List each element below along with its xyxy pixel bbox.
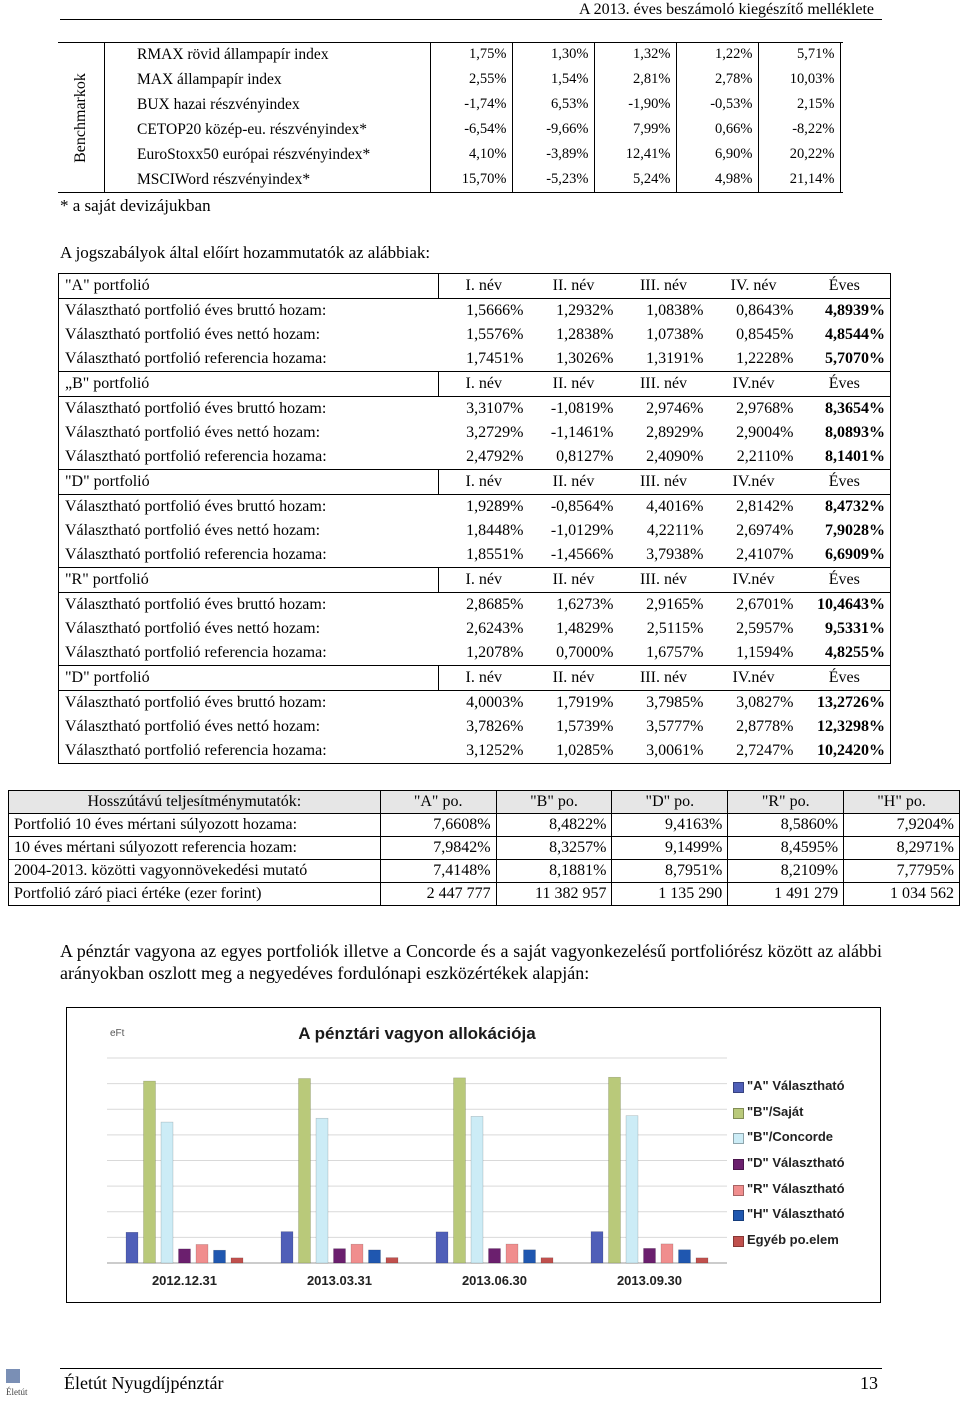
benchmark-value: -9,66% — [512, 117, 594, 142]
benchmark-value: -8,22% — [758, 117, 840, 142]
benchmark-value: 7,99% — [594, 117, 676, 142]
quarter-return-value: 2,6243% — [466, 619, 524, 637]
longterm-value: 1 491 279 — [728, 883, 844, 906]
annual-return-value: 6,6909% — [825, 546, 885, 563]
quarter-return-value: 2,9746% — [646, 399, 704, 417]
portfolio-row-label: Választható portfolió éves nettó hozam: — [65, 325, 321, 343]
quarter-return-value: 1,5666% — [466, 301, 524, 319]
quarter-return-value: 2,4090% — [646, 448, 704, 465]
longterm-value: 7,7795% — [844, 860, 960, 883]
benchmark-row — [104, 142, 840, 167]
quarter-return-value: -1,4566% — [550, 546, 614, 563]
benchmark-value: 0,66% — [676, 117, 758, 142]
x-tick-label: 2012.12.31 — [151, 1273, 218, 1288]
legend-item — [733, 1155, 883, 1181]
benchmark-value: 1,32% — [594, 42, 676, 67]
allocation-chart — [66, 1007, 881, 1303]
portfolio-row-label: Választható portfolió éves bruttó hozam: — [65, 693, 327, 711]
portfolio-header-row — [59, 372, 891, 397]
portfolio-row-label: Választható portfolió éves bruttó hozam: — [65, 595, 327, 613]
benchmark-value: 15,70% — [430, 167, 512, 192]
benchmark-value: 2,78% — [676, 67, 758, 92]
longterm-row-label: Portfolió 10 éves mértani súlyozott hozama: — [9, 814, 381, 837]
bar — [696, 1258, 708, 1263]
page-number: 13 — [860, 1373, 878, 1393]
quarter-return-value: 1,2228% — [736, 350, 794, 367]
longterm-column-header: "H" po. — [844, 791, 960, 814]
portfolio-row-label: Választható portfolió éves nettó hozam: — [65, 717, 321, 735]
longterm-value: 8,2109% — [728, 860, 844, 883]
bar — [524, 1250, 536, 1263]
portfolio-column-header: III. név — [619, 568, 709, 593]
portfolio-column-header: I. név — [439, 470, 529, 495]
portfolio-data-row — [59, 739, 891, 764]
portfolio-name: "A" portfolió — [59, 274, 439, 299]
quarter-return-value: 2,9004% — [736, 423, 794, 441]
portfolio-column-header: II. név — [529, 274, 619, 299]
portfolio-column-header: IV.név — [709, 666, 799, 691]
benchmark-value: 4,98% — [676, 167, 758, 192]
quarter-return-value: 1,5576% — [466, 325, 524, 343]
benchmark-value: 6,90% — [676, 142, 758, 167]
portfolio-data-row — [59, 298, 891, 323]
bar — [591, 1232, 603, 1263]
portfolio-row-label: Választható portfolió referencia hozama: — [65, 546, 327, 563]
bar — [196, 1244, 208, 1263]
longterm-value: 8,2971% — [844, 837, 960, 860]
legend-label: Egyéb po.elem — [747, 1232, 839, 1248]
portfolio-name: "D" portfolió — [59, 666, 439, 691]
benchmark-value: -5,23% — [512, 167, 594, 192]
portfolio-column-header: II. név — [529, 568, 619, 593]
bar — [351, 1244, 363, 1263]
benchmark-name: EuroStoxx50 európai részvényindex* — [137, 145, 371, 163]
legend-swatch — [733, 1082, 744, 1093]
legend-swatch — [733, 1185, 744, 1196]
benchmark-label-text: Benchmarkok — [72, 72, 89, 163]
longterm-row-label: 2004-2013. közötti vagyonnövekedési mutató — [9, 860, 381, 883]
longterm-value: 8,1881% — [496, 860, 612, 883]
bar — [316, 1118, 328, 1263]
quarter-return-value: 1,8551% — [466, 546, 524, 563]
longterm-value: 7,4148% — [380, 860, 496, 883]
benchmark-row — [104, 42, 840, 67]
quarter-return-value: 2,6701% — [736, 595, 794, 613]
x-tick-label: 2013.03.31 — [306, 1273, 373, 1288]
quarter-return-value: 0,7000% — [556, 644, 614, 661]
portfolio-data-row — [59, 494, 891, 519]
portfolio-column-header: IV.név — [709, 372, 799, 397]
benchmark-value: -0,53% — [676, 92, 758, 117]
quarter-return-value: 2,7247% — [736, 742, 794, 759]
portfolio-column-header: II. név — [529, 372, 619, 397]
portfolio-name: "D" portfolió — [59, 470, 439, 495]
annual-return-value: 8,3654% — [825, 399, 885, 417]
portfolio-column-header: III. név — [619, 274, 709, 299]
portfolio-row-label: Választható portfolió éves bruttó hozam: — [65, 497, 327, 515]
portfolio-data-row — [59, 445, 891, 470]
quarter-return-value: 1,7451% — [466, 350, 524, 367]
bar — [644, 1248, 656, 1263]
longterm-row — [9, 860, 960, 883]
portfolio-column-header: Éves — [799, 372, 891, 397]
legend-item — [733, 1181, 883, 1207]
quarter-return-value: 0,8545% — [736, 325, 794, 343]
bar — [334, 1249, 346, 1263]
quarter-return-value: 2,4107% — [736, 546, 794, 563]
annual-return-value: 7,9028% — [825, 521, 885, 539]
legend-swatch — [733, 1236, 744, 1247]
portfolio-data-row — [59, 592, 891, 617]
bar — [386, 1258, 398, 1263]
legend-item — [733, 1129, 883, 1155]
benchmark-name: MAX állampapír index — [137, 70, 282, 88]
quarter-return-value: 1,6273% — [556, 595, 614, 613]
benchmark-value: -6,54% — [430, 117, 512, 142]
longterm-value: 2 447 777 — [380, 883, 496, 906]
portfolio-column-header: I. név — [439, 372, 529, 397]
portfolio-row-label: Választható portfolió referencia hozama: — [65, 350, 327, 367]
quarter-return-value: 1,6757% — [646, 644, 704, 661]
legend-item — [733, 1078, 883, 1104]
annual-return-value: 9,5331% — [825, 619, 885, 637]
quarter-return-value: -1,1461% — [550, 423, 614, 441]
longterm-value: 7,9842% — [380, 837, 496, 860]
bar — [214, 1250, 226, 1263]
quarter-return-value: 2,5115% — [646, 619, 704, 637]
quarter-return-value: 3,0061% — [646, 742, 704, 759]
portfolio-data-row — [59, 617, 891, 642]
portfolio-header-row — [59, 470, 891, 495]
bar — [161, 1122, 173, 1263]
longterm-value: 8,7951% — [612, 860, 728, 883]
legend-label: "B"/Concorde — [747, 1129, 833, 1145]
benchmark-value: 1,22% — [676, 42, 758, 67]
longterm-column-header: "A" po. — [380, 791, 496, 814]
portfolio-row-label: Választható portfolió éves nettó hozam: — [65, 619, 321, 637]
portfolio-column-header: Éves — [799, 274, 891, 299]
benchmark-row — [104, 67, 840, 92]
portfolio-data-row — [59, 347, 891, 372]
portfolio-row-label: Választható portfolió éves bruttó hozam: — [65, 301, 327, 319]
bar — [369, 1250, 381, 1263]
longterm-row-label: Portfolió záró piaci értéke (ezer forint) — [9, 883, 381, 906]
longterm-value: 8,4822% — [496, 814, 612, 837]
benchmark-value: 2,81% — [594, 67, 676, 92]
bar — [626, 1116, 638, 1263]
portfolio-name: „B" portfolió — [59, 372, 439, 397]
longterm-row — [9, 837, 960, 860]
portfolio-data-row — [59, 690, 891, 715]
returns-intro: A jogszabályok által előírt hozammutatók az alábbiak: — [60, 243, 431, 262]
legend-label: "A" Választható — [747, 1078, 845, 1093]
benchmark-value: 1,75% — [430, 42, 512, 67]
quarter-return-value: 3,7938% — [646, 546, 704, 563]
quarter-return-value: 2,8685% — [466, 595, 524, 613]
benchmark-row — [104, 167, 840, 192]
longterm-value: 8,4595% — [728, 837, 844, 860]
longterm-value: 8,5860% — [728, 814, 844, 837]
annual-return-value: 10,4643% — [817, 595, 885, 613]
portfolio-returns-table — [58, 273, 891, 764]
longterm-column-header: "R" po. — [728, 791, 844, 814]
benchmark-value: 21,14% — [758, 167, 840, 192]
benchmark-value: -3,89% — [512, 142, 594, 167]
quarter-return-value: 2,8778% — [736, 717, 794, 735]
annual-return-value: 12,3298% — [817, 717, 885, 735]
quarter-return-value: 1,8448% — [466, 521, 524, 539]
annual-return-value: 8,0893% — [825, 423, 885, 441]
benchmark-value: 5,71% — [758, 42, 840, 67]
portfolio-row-label: Választható portfolió éves nettó hozam: — [65, 521, 321, 539]
benchmark-value: -1,90% — [594, 92, 676, 117]
longterm-value: 11 382 957 — [496, 883, 612, 906]
legend-swatch — [733, 1108, 744, 1119]
bar — [609, 1077, 621, 1263]
bar — [144, 1081, 156, 1263]
chart-legend — [733, 1078, 883, 1258]
benchmark-value: 2,15% — [758, 92, 840, 117]
annual-return-value: 4,8544% — [825, 325, 885, 343]
header-title: A 2013. éves beszámoló kiegészítő melléklete — [578, 1, 874, 18]
benchmark-value: 4,10% — [430, 142, 512, 167]
portfolio-data-row — [59, 641, 891, 666]
quarter-return-value: 2,6974% — [736, 521, 794, 539]
quarter-return-value: 2,5957% — [736, 619, 794, 637]
benchmark-value: 20,22% — [758, 142, 840, 167]
portfolio-data-row — [59, 715, 891, 740]
annual-return-value: 5,7070% — [825, 350, 885, 367]
portfolio-column-header: IV. név — [709, 274, 799, 299]
portfolio-column-header: Éves — [799, 568, 891, 593]
quarter-return-value: 1,0838% — [646, 301, 704, 319]
quarter-return-value: 1,4829% — [556, 619, 614, 637]
chart-title: A pénztári vagyon allokációja — [298, 1024, 536, 1043]
longterm-column-header: Hosszútávú teljesítménymutatók: — [9, 791, 381, 814]
bar — [679, 1250, 691, 1263]
longterm-performance-table — [8, 790, 960, 906]
quarter-return-value: 3,1252% — [466, 742, 524, 759]
bar — [489, 1249, 501, 1263]
benchmark-name: MSCIWord részvényindex* — [137, 170, 311, 188]
quarter-return-value: 2,2110% — [736, 448, 794, 465]
benchmark-name: BUX hazai részvényindex — [137, 95, 300, 113]
quarter-return-value: 1,2838% — [556, 325, 614, 343]
benchmark-value: 5,24% — [594, 167, 676, 192]
benchmark-name: RMAX rövid állampapír index — [137, 45, 329, 63]
svg-text:Életút: Életút — [6, 1387, 28, 1397]
portfolio-column-header: Éves — [799, 666, 891, 691]
legend-item — [733, 1232, 883, 1258]
currency-note: * a saját devizájukban — [60, 196, 211, 215]
bar — [231, 1258, 243, 1263]
benchmark-section-label — [58, 42, 105, 193]
longterm-value: 7,6608% — [380, 814, 496, 837]
portfolio-column-header: I. név — [439, 666, 529, 691]
chart-y-unit: eFt — [110, 1028, 125, 1039]
bar — [454, 1078, 466, 1263]
legend-swatch — [733, 1133, 744, 1144]
longterm-row — [9, 883, 960, 906]
quarter-return-value: 1,2078% — [466, 644, 524, 661]
longterm-value: 8,3257% — [496, 837, 612, 860]
quarter-return-value: -1,0819% — [550, 399, 614, 417]
portfolio-data-row — [59, 323, 891, 348]
longterm-value: 1 135 290 — [612, 883, 728, 906]
bar — [506, 1244, 518, 1263]
quarter-return-value: -1,0129% — [550, 521, 614, 539]
x-tick-label: 2013.09.30 — [616, 1273, 683, 1288]
benchmark-value: 2,55% — [430, 67, 512, 92]
portfolio-data-row — [59, 519, 891, 544]
quarter-return-value: 3,7826% — [466, 717, 524, 735]
bar — [179, 1249, 191, 1263]
annual-return-value: 4,8939% — [825, 301, 885, 319]
benchmark-value: 12,41% — [594, 142, 676, 167]
allocation-paragraph: A pénztár vagyona az egyes portfoliók illetve a Concorde és a saját vagyonkezelésű portfoliórész között az alábbi arányokban oszlott meg a negyedéves fordulónapi eszközértékek alapján: — [60, 941, 882, 983]
bar — [471, 1116, 483, 1263]
longterm-value: 9,4163% — [612, 814, 728, 837]
portfolio-header-row — [59, 274, 891, 299]
legend-swatch — [733, 1210, 744, 1221]
portfolio-data-row — [59, 421, 891, 446]
quarter-return-value: 3,5777% — [646, 717, 704, 735]
legend-item — [733, 1206, 883, 1232]
annual-return-value: 8,4732% — [825, 497, 885, 515]
quarter-return-value: 2,4792% — [466, 448, 524, 465]
legend-label: "H" Választható — [747, 1206, 845, 1222]
quarter-return-value: 4,4016% — [646, 497, 704, 515]
quarter-return-value: 3,0827% — [736, 693, 794, 711]
portfolio-column-header: I. név — [439, 568, 529, 593]
quarter-return-value: 0,8643% — [736, 301, 794, 319]
longterm-value: 7,9204% — [844, 814, 960, 837]
portfolio-column-header: III. név — [619, 666, 709, 691]
portfolio-row-label: Választható portfolió referencia hozama: — [65, 448, 327, 465]
benchmark-bottom-border — [58, 192, 843, 193]
legend-item — [733, 1104, 883, 1130]
quarter-return-value: 1,3191% — [646, 350, 704, 367]
quarter-return-value: 4,0003% — [466, 693, 524, 711]
longterm-row-label: 10 éves mértani súlyozott referencia hozam: — [9, 837, 381, 860]
benchmark-value: -1,74% — [430, 92, 512, 117]
portfolio-row-label: Választható portfolió éves bruttó hozam: — [65, 399, 327, 417]
longterm-column-header: "D" po. — [612, 791, 728, 814]
legend-swatch — [733, 1159, 744, 1170]
benchmark-value: 1,30% — [512, 42, 594, 67]
portfolio-column-header: III. név — [619, 470, 709, 495]
bar — [281, 1232, 293, 1263]
quarter-return-value: 1,0285% — [556, 742, 614, 759]
annual-return-value: 13,2726% — [817, 693, 885, 711]
benchmark-row — [104, 92, 840, 117]
portfolio-row-label: Választható portfolió referencia hozama: — [65, 644, 327, 661]
portfolio-column-header: IV.név — [709, 568, 799, 593]
annual-return-value: 8,1401% — [825, 448, 885, 465]
benchmark-value: 1,54% — [512, 67, 594, 92]
portfolio-data-row — [59, 543, 891, 568]
footer-divider — [60, 1368, 882, 1369]
quarter-return-value: -0,8564% — [550, 497, 614, 515]
quarter-return-value: 0,8127% — [556, 448, 614, 465]
longterm-header-row — [9, 791, 960, 814]
portfolio-column-header: IV.név — [709, 470, 799, 495]
portfolio-row-label: Választható portfolió referencia hozama: — [65, 742, 327, 759]
company-logo — [4, 1367, 46, 1403]
legend-label: "B"/Saját — [747, 1103, 804, 1119]
quarter-return-value: 4,2211% — [646, 521, 704, 539]
benchmark-row — [104, 117, 840, 142]
portfolio-header-row — [59, 666, 891, 691]
x-tick-label: 2013.06.30 — [461, 1273, 528, 1288]
benchmark-value: 10,03% — [758, 67, 840, 92]
longterm-column-header: "B" po. — [496, 791, 612, 814]
quarter-return-value: 1,1594% — [736, 644, 794, 661]
legend-label: "R" Választható — [747, 1180, 845, 1196]
quarter-return-value: 1,3026% — [556, 350, 614, 367]
benchmark-value: 6,53% — [512, 92, 594, 117]
portfolio-column-header: II. név — [529, 470, 619, 495]
bar — [661, 1244, 673, 1263]
quarter-return-value: 1,0738% — [646, 325, 704, 343]
quarter-return-value: 1,2932% — [556, 301, 614, 319]
legend-label: "D" Választható — [747, 1155, 845, 1171]
quarter-return-value: 2,8929% — [646, 423, 704, 441]
longterm-value: 1 034 562 — [844, 883, 960, 906]
portfolio-column-header: Éves — [799, 470, 891, 495]
quarter-return-value: 1,7919% — [556, 693, 614, 711]
quarter-return-value: 3,7985% — [646, 693, 704, 711]
longterm-row — [9, 814, 960, 837]
bar — [436, 1232, 448, 1263]
quarter-return-value: 2,8142% — [736, 497, 794, 515]
bar — [126, 1232, 138, 1263]
benchmark-name: CETOP20 közép-eu. részvényindex* — [137, 120, 368, 138]
portfolio-row-label: Választható portfolió éves nettó hozam: — [65, 423, 321, 441]
portfolio-column-header: I. név — [439, 274, 529, 299]
footer-org: Életút Nyugdíjpénztár — [64, 1373, 224, 1393]
bar — [541, 1258, 553, 1263]
portfolio-header-row — [59, 568, 891, 593]
quarter-return-value: 3,3107% — [466, 399, 524, 417]
portfolio-data-row — [59, 396, 891, 421]
portfolio-column-header: III. név — [619, 372, 709, 397]
benchmark-table — [104, 42, 841, 192]
quarter-return-value: 2,9768% — [736, 399, 794, 417]
annual-return-value: 4,8255% — [825, 644, 885, 661]
quarter-return-value: 2,9165% — [646, 595, 704, 613]
bar — [299, 1079, 311, 1264]
annual-return-value: 10,2420% — [817, 742, 885, 759]
page-header — [60, 0, 882, 20]
longterm-value: 9,1499% — [612, 837, 728, 860]
portfolio-name: "R" portfolió — [59, 568, 439, 593]
portfolio-column-header: II. név — [529, 666, 619, 691]
quarter-return-value: 1,9289% — [466, 497, 524, 515]
quarter-return-value: 1,5739% — [556, 717, 614, 735]
quarter-return-value: 3,2729% — [466, 423, 524, 441]
